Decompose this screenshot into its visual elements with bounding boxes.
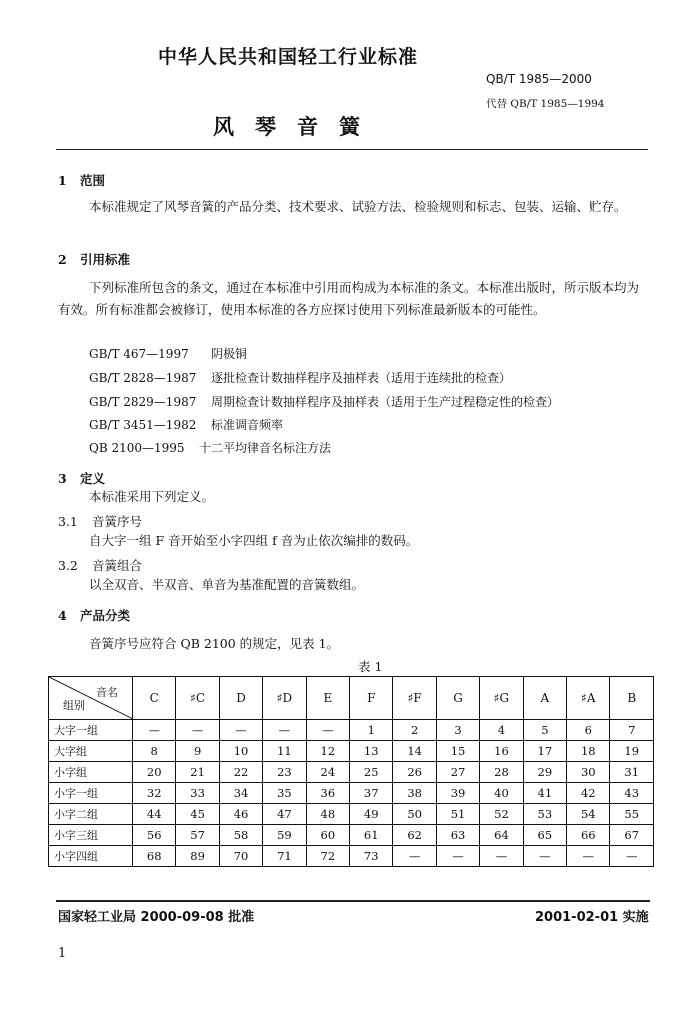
column-header: ♯A [567, 677, 610, 720]
column-header: ♯D [263, 677, 306, 720]
table-cell: 22 [219, 762, 262, 783]
table-row [49, 825, 654, 846]
table-cell: — [523, 846, 566, 867]
header-divider [56, 149, 648, 150]
table-cell: 30 [567, 762, 610, 783]
table-cell: 41 [523, 783, 566, 804]
table-cell: 53 [523, 804, 566, 825]
table-cell: 33 [176, 783, 219, 804]
section-title: 范围 [80, 173, 106, 188]
table-cell: 38 [393, 783, 436, 804]
reed-number-table [48, 676, 654, 867]
table-cell: 61 [350, 825, 393, 846]
table-cell: 4 [480, 720, 523, 741]
reference-title: 逐批检查计数抽样程序及抽样表（适用于连续批的检查） [211, 371, 512, 385]
section-4-heading [58, 606, 130, 624]
table-cell: — [480, 846, 523, 867]
table-cell: 31 [610, 762, 654, 783]
table-cell: 13 [350, 741, 393, 762]
table-cell: 72 [306, 846, 349, 867]
table-cell: — [176, 720, 219, 741]
implementation-date: 2001-02-01 实施 [535, 910, 649, 925]
reference-item [89, 369, 511, 386]
table-cell: 49 [350, 804, 393, 825]
table-cell: 40 [480, 783, 523, 804]
column-header: ♯F [393, 677, 436, 720]
reference-code: GB/T 467—1997 [89, 347, 189, 361]
column-header: B [610, 677, 654, 720]
table-cell: 3 [436, 720, 479, 741]
table-cell: 66 [567, 825, 610, 846]
section-1-heading [58, 171, 105, 189]
row-label: 大字一组 [49, 720, 133, 741]
table-row [49, 741, 654, 762]
table-cell: — [306, 720, 349, 741]
section-3-2-heading [58, 556, 142, 574]
section-number: 3.1 [58, 514, 78, 529]
reference-item [89, 439, 331, 456]
column-header: G [436, 677, 479, 720]
section-3-2-text: 以全双音、半双音、单音为基准配置的音簧数组。 [89, 577, 365, 592]
section-number: 1 [58, 173, 67, 188]
section-number: 4 [58, 608, 67, 623]
corner-label-group: 组别 [63, 699, 85, 712]
section-3-heading [58, 469, 105, 487]
table-cell: 46 [219, 804, 262, 825]
section-title: 音簧组合 [92, 558, 143, 573]
corner-label-note-name: 音名 [96, 686, 118, 699]
table-cell: 5 [523, 720, 566, 741]
table-cell: — [610, 846, 654, 867]
table-cell: 50 [393, 804, 436, 825]
table-cell: 67 [610, 825, 654, 846]
table-cell: 51 [436, 804, 479, 825]
table-cell: 25 [350, 762, 393, 783]
table-cell: 35 [263, 783, 306, 804]
replaced-standard: 代替 QB/T 1985—1994 [486, 98, 605, 110]
table-cell: 58 [219, 825, 262, 846]
table-cell: 45 [176, 804, 219, 825]
table-cell: 73 [350, 846, 393, 867]
column-header: E [306, 677, 349, 720]
diagonal-line [49, 677, 133, 719]
table-cell: 8 [133, 741, 176, 762]
issuing-organization: 中华人民共和国轻工行业标准 [158, 46, 419, 68]
table-cell: 11 [263, 741, 306, 762]
table-cell: 52 [480, 804, 523, 825]
column-header: ♯G [480, 677, 523, 720]
table-row [49, 804, 654, 825]
table-cell: — [219, 720, 262, 741]
column-header: D [219, 677, 262, 720]
table-cell: 64 [480, 825, 523, 846]
reference-item [89, 393, 559, 410]
table-row [49, 720, 654, 741]
section-title: 引用标准 [80, 252, 131, 267]
table-cell: 39 [436, 783, 479, 804]
table-cell: 10 [219, 741, 262, 762]
table-caption: 表 1 [358, 659, 383, 674]
table-cell: 1 [350, 720, 393, 741]
table-corner-cell [49, 677, 133, 720]
table-cell: 12 [306, 741, 349, 762]
reference-code: GB/T 3451—1982 [89, 418, 197, 432]
table-cell: 15 [436, 741, 479, 762]
reference-title: 十二平均律音名标注方法 [199, 441, 332, 455]
section-1-text: 本标准规定了风琴音簧的产品分类、技术要求、试验方法、检验规则和标志、包装、运输、贮存。 [89, 199, 627, 214]
table-cell: 34 [219, 783, 262, 804]
table-cell: 55 [610, 804, 654, 825]
table-row [49, 762, 654, 783]
section-3-text: 本标准采用下列定义。 [89, 489, 215, 504]
reference-title: 标准调音频率 [211, 418, 284, 432]
page-number: 1 [58, 946, 67, 961]
section-2-heading [58, 250, 130, 268]
reference-item [89, 345, 247, 362]
table-cell: 47 [263, 804, 306, 825]
reference-item [89, 416, 283, 433]
table-row [49, 846, 654, 867]
table-cell: 14 [393, 741, 436, 762]
row-label: 大字组 [49, 741, 133, 762]
table-cell: 24 [306, 762, 349, 783]
table-cell: — [436, 846, 479, 867]
approval-statement: 国家轻工业局 2000-09-08 批准 [58, 910, 255, 925]
table-cell: 27 [436, 762, 479, 783]
row-label: 小字三组 [49, 825, 133, 846]
table-cell: 26 [393, 762, 436, 783]
table-cell: 63 [436, 825, 479, 846]
table-cell: 9 [176, 741, 219, 762]
standard-code: QB/T 1985—2000 [486, 72, 592, 86]
table-cell: 32 [133, 783, 176, 804]
table-cell: 42 [567, 783, 610, 804]
row-label: 小字一组 [49, 783, 133, 804]
table-cell: 16 [480, 741, 523, 762]
row-label: 小字二组 [49, 804, 133, 825]
table-cell: 20 [133, 762, 176, 783]
section-title: 产品分类 [80, 608, 131, 623]
table-cell: 28 [480, 762, 523, 783]
table-cell: 60 [306, 825, 349, 846]
reference-code: QB 2100—1995 [89, 441, 185, 455]
table-cell: 89 [176, 846, 219, 867]
table-cell: — [133, 720, 176, 741]
table-cell: 71 [263, 846, 306, 867]
table-cell: 54 [567, 804, 610, 825]
table-cell: 17 [523, 741, 566, 762]
reference-code: GB/T 2829—1987 [89, 395, 197, 409]
table-cell: 19 [610, 741, 654, 762]
table-cell: — [567, 846, 610, 867]
table-cell: 18 [567, 741, 610, 762]
document-title: 风琴音簧 [213, 114, 381, 139]
section-number: 3 [58, 471, 67, 486]
table-cell: 43 [610, 783, 654, 804]
table-cell: 2 [393, 720, 436, 741]
table-cell: — [393, 846, 436, 867]
table-cell: 56 [133, 825, 176, 846]
table-cell: — [263, 720, 306, 741]
table-cell: 70 [219, 846, 262, 867]
table-row [49, 783, 654, 804]
table-cell: 62 [393, 825, 436, 846]
table-cell: 68 [133, 846, 176, 867]
table-cell: 23 [263, 762, 306, 783]
row-label: 小字四组 [49, 846, 133, 867]
table-header-row [49, 677, 654, 720]
section-4-text: 音簧序号应符合 QB 2100 的规定，见表 1。 [89, 636, 340, 651]
section-3-1-heading [58, 512, 142, 530]
table-cell: 37 [350, 783, 393, 804]
row-label: 小字组 [49, 762, 133, 783]
section-number: 3.2 [58, 558, 78, 573]
table-cell: 21 [176, 762, 219, 783]
table-cell: 48 [306, 804, 349, 825]
section-2-text: 下列标准所包含的条文，通过在本标准中引用而构成为本标准的条文。本标准出版时，所示版本均为有效。所有标准都会被修订，使用本标准的各方应探讨使用下列标准最新版本的可能性。 [58, 280, 640, 317]
table-cell: 36 [306, 783, 349, 804]
table-cell: 29 [523, 762, 566, 783]
section-title: 音簧序号 [92, 514, 143, 529]
section-3-1-text: 自大字一组 F 音开始至小字四组 f 音为止依次编排的数码。 [89, 533, 419, 548]
table-cell: 65 [523, 825, 566, 846]
column-header: ♯C [176, 677, 219, 720]
reference-code: GB/T 2828—1987 [89, 371, 197, 385]
column-header: C [133, 677, 176, 720]
table-cell: 59 [263, 825, 306, 846]
section-number: 2 [58, 252, 67, 267]
footer-divider [56, 900, 650, 902]
reference-title: 阴极铜 [211, 347, 248, 361]
column-header: F [350, 677, 393, 720]
column-header: A [523, 677, 566, 720]
table-cell: 6 [567, 720, 610, 741]
table-cell: 44 [133, 804, 176, 825]
table-cell: 57 [176, 825, 219, 846]
table-cell: 7 [610, 720, 654, 741]
reference-title: 周期检查计数抽样程序及抽样表（适用于生产过程稳定性的检查） [211, 395, 560, 409]
section-title: 定义 [80, 471, 106, 486]
